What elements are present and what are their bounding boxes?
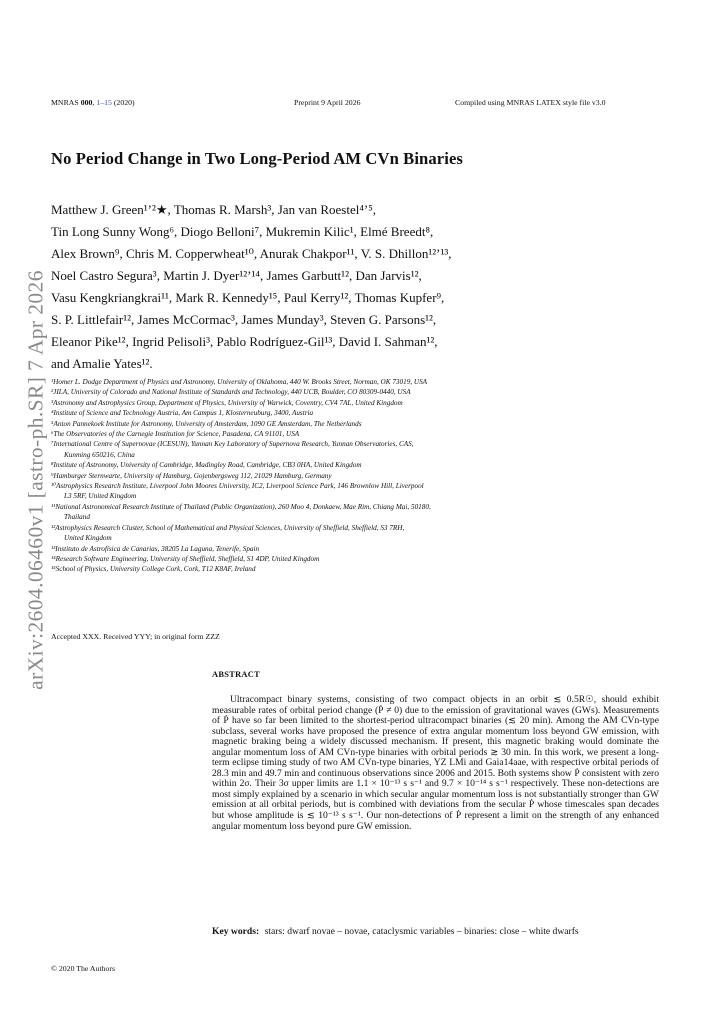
affiliation-continuation: L3 5RF, United Kingdom <box>64 492 137 501</box>
paper-title: No Period Change in Two Long-Period AM CVn Binaries <box>51 149 463 168</box>
affiliation-continuation: Kunming 650216, China <box>64 450 135 459</box>
affiliation: ²JILA, University of Colorado and National Institute of Standards and Technology, 440 UCB, Boulder, CO 80309-0440, USA <box>51 388 411 397</box>
preprint-date: Preprint 9 April 2026 <box>294 98 361 107</box>
copyright-notice: © 2020 The Authors <box>51 964 116 973</box>
compiled-note: Compiled using MNRAS LATEX style file v3.0 <box>455 98 606 107</box>
running-header-journal: MNRAS 000, 1–15 (2020) <box>51 98 135 107</box>
author-line: Eleanor Pike¹², Ingrid Pelisoli³, Pablo Rodríguez-Gil¹³, David I. Sahman¹², <box>51 334 438 349</box>
abstract-heading: ABSTRACT <box>212 670 261 679</box>
affiliation: ¹⁵School of Physics, University College Cork, Cork, T12 K8AF, Ireland <box>51 565 256 574</box>
author-line: Alex Brown⁹, Chris M. Copperwheat¹⁰, Anurak Chakpor¹¹, V. S. Dhillon¹²ʼ¹³, <box>51 246 452 261</box>
affiliation: ¹Homer L. Dodge Department of Physics and Astronomy, University of Oklahoma, 440 W. Brooks Street, Norman, OK 73019, USA <box>51 378 428 386</box>
page-range-link[interactable]: 1–15 <box>96 98 112 107</box>
affiliation: ⁷International Centre of Supernovae (ICESUN), Yunnan Key Laboratory of Supernova Research, Yunnan Observatories, CAS, <box>51 440 414 449</box>
author-line: Noel Castro Segura³, Martin J. Dyer¹²ʼ¹⁴, James Garbutt¹², Dan Jarvis¹², <box>51 268 422 283</box>
author-line: S. P. Littlefair¹², James McCormac³, James Munday³, Steven G. Parsons¹², <box>51 312 437 327</box>
affiliation: ⁴Institute of Science and Technology Austria, Am Campus 1, Klosterneuburg, 3400, Austria <box>51 409 314 418</box>
affiliation: ³Astronomy and Astrophysics Group, Department of Physics, University of Warwick, Coventry, CV4 7AL, United Kingdom <box>51 398 403 407</box>
affiliation: ¹⁰Astrophysics Research Institute, Liverpool John Moores University, IC2, Liverpool Science Park, 146 Brownlow Hill, Liverpool <box>51 482 424 491</box>
affiliation-continuation: United Kingdom <box>64 534 112 543</box>
affiliation: ¹¹National Astronomical Research Institute of Thailand (Public Organization), 260 Moo 4, Donkaew, Mae Rim, Chiang Mai, 50180, <box>51 502 431 511</box>
abstract-body: Ultracompact binary systems, consisting of two compact objects in an orbit ≲ 0.5R☉, should exhibit measurable rates of orbital period change (Ṗ ≠ 0) due to the emission of gravitational waves (GWs). Measurements of Ṗ have so far been limited to the shortest-period ultracompact binaries (≲ 20 min). Among the AM CVn-type subclass, several works have proposed the presence of extra angular momentum loss beyond GW emission, with magnetic braking being a widely discussed mechanism. If present, this magnetic braking would dominate the angular momentum loss of AM CVn-type binaries with orbital periods ≳ 30 min. In this work, we present a long-term eclipse timing study of two AM CVn-type binaries, YZ LMi and Gaia14aae, with respective orbital periods of 28.3 min and 49.7 min and continuous observations since 2006 and 2015. Both systems show Ṗ consistent with zero within 2σ. Their 3σ upper limits are 1.1 × 10⁻¹³ s s⁻¹ and 9.7 × 10⁻¹⁴ s s⁻¹ respectively. These non-detections are most simply explained by a scenario in which secular angular momentum loss is not substantially stronger than GW emission at all orbital periods, but is combined with deviations from the secular Ṗ whose timescales span decades but whose amplitude is ≲ 10⁻¹³ s s⁻¹. Our non-detections of Ṗ represent a limit on the strength of any enhanced angular momentum loss beyond pure GW emission. <box>212 694 659 832</box>
affiliation: ⁹Hamburger Sternwarte, University of Hamburg, Gojenbergsweg 112, 21029 Hamburg, Germany <box>51 471 332 480</box>
affiliation: ⁵Anton Pannekoek Institute for Astronomy, University of Amsterdam, 1090 GE Amsterdam, The Netherlands <box>51 419 362 428</box>
affiliation: ¹⁴Research Software Engineering, University of Sheffield, Sheffield, S1 4DP, United Kingdom <box>51 554 320 563</box>
affiliation: ⁸Institute of Astronomy, University of Cambridge, Madingley Road, Cambridge, CB3 0HA, United Kingdom <box>51 461 362 470</box>
accepted-received-line: Accepted XXX. Received YYY; in original form ZZZ <box>51 632 220 641</box>
author-line: Matthew J. Green¹ʼ²★, Thomas R. Marsh³, Jan van Roestel⁴ʼ⁵, <box>51 202 376 217</box>
author-list <box>51 199 671 375</box>
author-line: Vasu Kengkriangkrai¹¹, Mark R. Kennedy¹⁵, Paul Kerry¹², Thomas Kupfer⁹, <box>51 290 445 305</box>
keywords-label: Key words: <box>212 926 260 937</box>
affiliation: ⁶The Observatories of the Carnegie Institution for Science, Pasadena, CA 91101, USA <box>51 430 300 439</box>
affiliation: ¹³Instituto de Astrofísica de Canarias, 38205 La Laguna, Tenerife, Spain <box>51 544 260 553</box>
journal-volume: 000 <box>80 98 93 107</box>
author-line: and Amalie Yates¹². <box>51 356 153 371</box>
affiliation-continuation: Thailand <box>64 513 90 522</box>
keywords-block <box>212 926 659 937</box>
keywords-list: stars: dwarf novae – novae, cataclysmic variables – binaries: close – white dwarfs <box>264 926 579 937</box>
arxiv-stamp[interactable]: arXiv:2604.06460v1 [astro-ph.SR] 7 Apr 2026 <box>23 270 48 690</box>
affiliation: ¹²Astrophysics Research Cluster, School of Mathematical and Physical Sciences, University of Sheffield, Sheffield, S3 7RH, <box>51 523 405 532</box>
affiliation-list <box>51 377 671 575</box>
author-line: Tin Long Sunny Wong⁶, Diogo Belloni⁷, Mukremin Kilic¹, Elmé Breedt⁸, <box>51 224 434 239</box>
